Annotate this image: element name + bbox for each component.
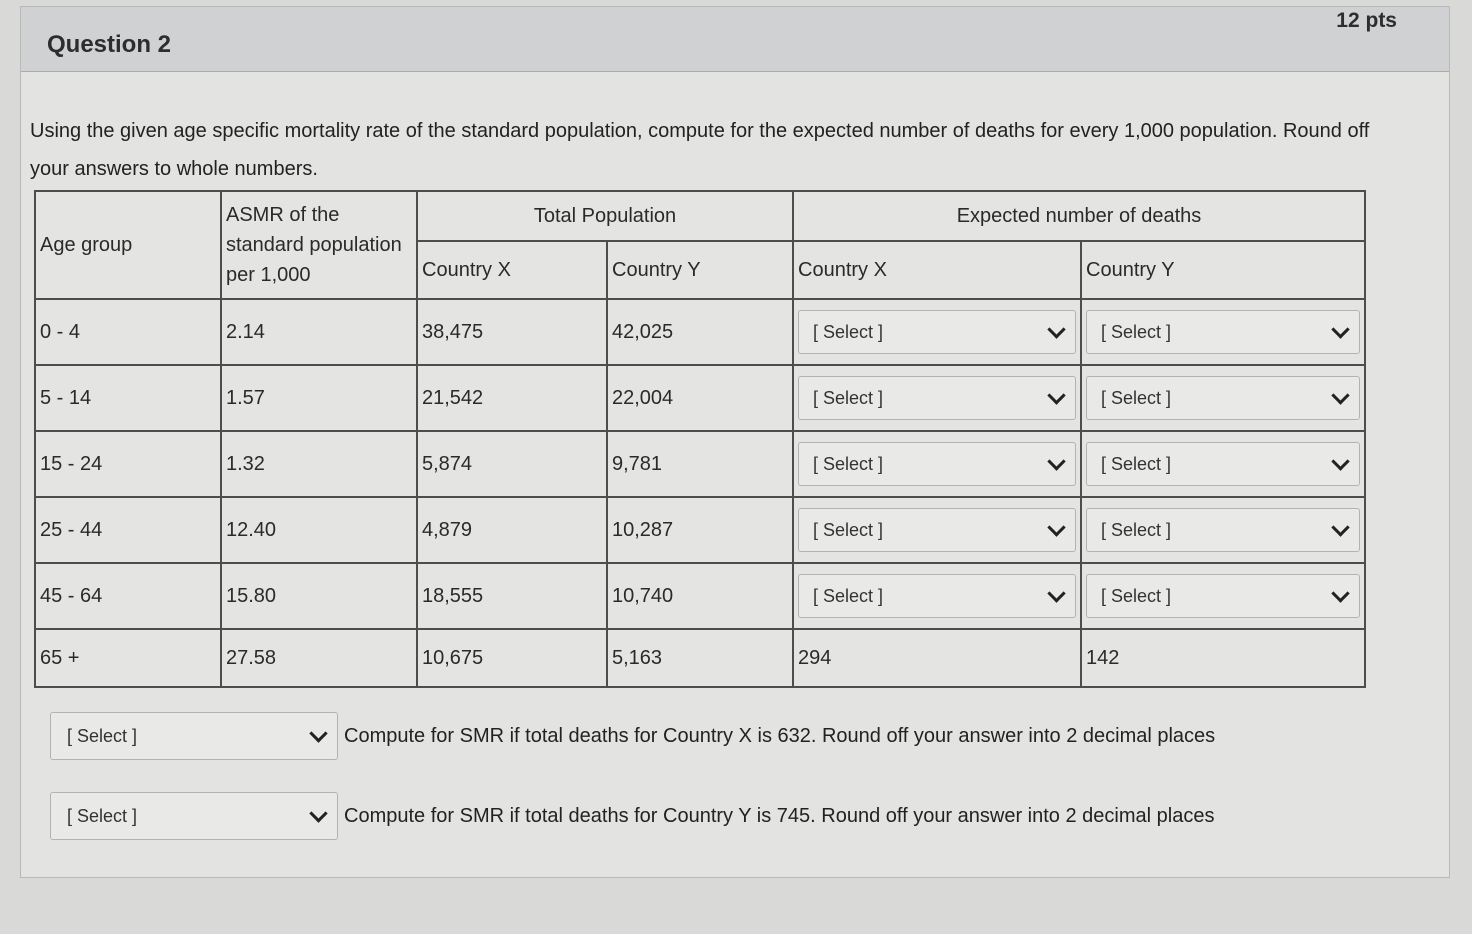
age-group-cell: 45 - 64 bbox=[35, 563, 221, 629]
question-prompt: Using the given age specific mortality rate of the standard population, compute for the expected number of deaths for every 1,000 population. Round off your answers to whole numbers. bbox=[30, 120, 1370, 180]
chevron-down-icon bbox=[309, 804, 327, 822]
smr-x-select[interactable] bbox=[50, 712, 338, 760]
smr-y-select[interactable] bbox=[50, 792, 338, 840]
select-label: [ Select ] bbox=[813, 321, 884, 342]
table-header-row bbox=[35, 191, 1365, 241]
expected-y-select[interactable] bbox=[1086, 442, 1360, 486]
chevron-down-icon bbox=[1047, 320, 1065, 338]
header-expected-deaths: Expected number of deaths bbox=[793, 191, 1365, 241]
expected-y-select[interactable] bbox=[1086, 508, 1360, 552]
header-total-population: Total Population bbox=[417, 191, 793, 241]
table-row bbox=[35, 629, 1365, 687]
exp-x-value: 294 bbox=[793, 629, 1081, 687]
pop-x-cell: 21,542 bbox=[417, 365, 607, 431]
exp-x-cell bbox=[793, 497, 1081, 563]
chevron-down-icon bbox=[1047, 584, 1065, 602]
pop-y-cell: 42,025 bbox=[607, 299, 793, 365]
header-pop-country-y: Country Y bbox=[607, 241, 793, 299]
exp-y-cell bbox=[1081, 299, 1365, 365]
select-label: [ Select ] bbox=[67, 725, 138, 746]
pop-y-cell: 10,740 bbox=[607, 563, 793, 629]
expected-x-select[interactable] bbox=[798, 376, 1076, 420]
pop-y-cell: 10,287 bbox=[607, 497, 793, 563]
select-label: [ Select ] bbox=[1101, 519, 1172, 540]
question-title: Question 2 bbox=[47, 31, 172, 58]
header-asmr: ASMR of the standard population per 1,000 bbox=[221, 191, 417, 299]
select-label: [ Select ] bbox=[1101, 387, 1172, 408]
table-row bbox=[35, 563, 1365, 629]
chevron-down-icon bbox=[1331, 584, 1349, 602]
select-label: [ Select ] bbox=[813, 585, 884, 606]
age-group-cell: 5 - 14 bbox=[35, 365, 221, 431]
table-row bbox=[35, 299, 1365, 365]
header-pop-country-x: Country X bbox=[417, 241, 607, 299]
chevron-down-icon bbox=[1047, 386, 1065, 404]
smr-x-prompt: Compute for SMR if total deaths for Country X is 632. Round off your answer into 2 decimal places bbox=[344, 724, 1216, 747]
header-exp-country-x: Country X bbox=[793, 241, 1081, 299]
mortality-table bbox=[34, 190, 1366, 688]
chevron-down-icon bbox=[1047, 452, 1065, 470]
exp-x-cell bbox=[793, 365, 1081, 431]
chevron-down-icon bbox=[1047, 518, 1065, 536]
expected-y-select[interactable] bbox=[1086, 376, 1360, 420]
header-age-group: Age group bbox=[35, 191, 221, 299]
pop-y-cell: 5,163 bbox=[607, 629, 793, 687]
age-group-cell: 0 - 4 bbox=[35, 299, 221, 365]
pop-x-cell: 10,675 bbox=[417, 629, 607, 687]
expected-x-select[interactable] bbox=[798, 508, 1076, 552]
age-group-cell: 65 + bbox=[35, 629, 221, 687]
smr-question-x bbox=[50, 712, 1215, 760]
expected-x-select[interactable] bbox=[798, 310, 1076, 354]
chevron-down-icon bbox=[309, 724, 327, 742]
exp-x-cell bbox=[793, 299, 1081, 365]
expected-x-select[interactable] bbox=[798, 574, 1076, 618]
asmr-cell: 27.58 bbox=[221, 629, 417, 687]
chevron-down-icon bbox=[1331, 320, 1349, 338]
select-label: [ Select ] bbox=[813, 387, 884, 408]
asmr-cell: 15.80 bbox=[221, 563, 417, 629]
smr-question-y bbox=[50, 792, 1214, 840]
asmr-cell: 2.14 bbox=[221, 299, 417, 365]
pop-y-cell: 22,004 bbox=[607, 365, 793, 431]
select-label: [ Select ] bbox=[813, 519, 884, 540]
exp-y-value: 142 bbox=[1081, 629, 1365, 687]
exp-y-cell bbox=[1081, 563, 1365, 629]
asmr-cell: 1.57 bbox=[221, 365, 417, 431]
table-row bbox=[35, 431, 1365, 497]
chevron-down-icon bbox=[1331, 452, 1349, 470]
expected-x-select[interactable] bbox=[798, 442, 1076, 486]
age-group-cell: 15 - 24 bbox=[35, 431, 221, 497]
select-label: [ Select ] bbox=[67, 805, 138, 826]
table-row bbox=[35, 365, 1365, 431]
chevron-down-icon bbox=[1331, 518, 1349, 536]
question-points: 12 pts bbox=[1336, 9, 1397, 32]
asmr-cell: 1.32 bbox=[221, 431, 417, 497]
table-row bbox=[35, 497, 1365, 563]
select-label: [ Select ] bbox=[1101, 321, 1172, 342]
header-exp-country-y: Country Y bbox=[1081, 241, 1365, 299]
asmr-cell: 12.40 bbox=[221, 497, 417, 563]
exp-x-cell bbox=[793, 431, 1081, 497]
exp-x-cell bbox=[793, 563, 1081, 629]
select-label: [ Select ] bbox=[813, 453, 884, 474]
expected-y-select[interactable] bbox=[1086, 310, 1360, 354]
chevron-down-icon bbox=[1331, 386, 1349, 404]
pop-x-cell: 18,555 bbox=[417, 563, 607, 629]
smr-y-prompt: Compute for SMR if total deaths for Country Y is 745. Round off your answer into 2 decimal places bbox=[344, 804, 1215, 827]
pop-x-cell: 5,874 bbox=[417, 431, 607, 497]
select-label: [ Select ] bbox=[1101, 585, 1172, 606]
question-header bbox=[21, 7, 1449, 72]
pop-y-cell: 9,781 bbox=[607, 431, 793, 497]
select-label: [ Select ] bbox=[1101, 453, 1172, 474]
exp-y-cell bbox=[1081, 497, 1365, 563]
pop-x-cell: 4,879 bbox=[417, 497, 607, 563]
pop-x-cell: 38,475 bbox=[417, 299, 607, 365]
exp-y-cell bbox=[1081, 431, 1365, 497]
expected-y-select[interactable] bbox=[1086, 574, 1360, 618]
exp-y-cell bbox=[1081, 365, 1365, 431]
age-group-cell: 25 - 44 bbox=[35, 497, 221, 563]
